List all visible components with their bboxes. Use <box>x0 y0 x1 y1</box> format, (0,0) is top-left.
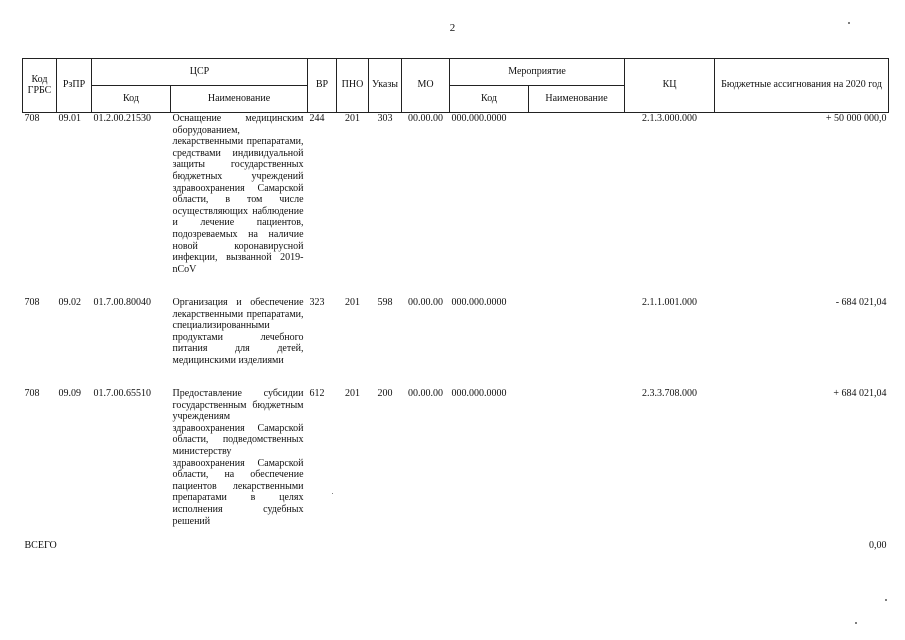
header-mo: МО <box>402 59 450 113</box>
cell-pno: 201 <box>345 388 361 399</box>
cell-ukazy: 200 <box>377 388 393 399</box>
cell-rzpr: 09.02 <box>58 297 81 308</box>
header-mer-name: Наименование <box>529 86 625 113</box>
cell-vr: 244 <box>309 113 325 124</box>
cell-mer-name <box>529 297 625 388</box>
total-spacer <box>308 540 715 552</box>
cell-pno: 201 <box>345 113 361 124</box>
budget-table <box>22 58 889 552</box>
total-amount: 0,00 <box>869 540 887 551</box>
header-rzpr: РзПР <box>57 59 92 113</box>
header-vr: ВР <box>308 59 337 113</box>
cell-grbs: 708 <box>24 113 40 124</box>
cell-mer-code: 000.000.0000 <box>451 297 507 308</box>
cell-amount: - 684 021,04 <box>835 297 887 308</box>
header-meropriyatie: Мероприятие <box>450 59 625 86</box>
cell-mer-name <box>529 113 625 298</box>
cell-csr-name: Предоставление субсидии государственным бюджетным учреждениям здравоохранения Самарской области, подведомственных министерству здравоохранения Самарской области, на обеспечение пациентов лекарственными препаратами в целях исполнения судебных решений <box>172 388 304 527</box>
scan-speck <box>332 493 333 494</box>
header-csr-name: Наименование <box>171 86 308 113</box>
cell-grbs: 708 <box>24 297 40 308</box>
cell-mo: 00.00.00 <box>408 113 444 124</box>
header-kod-grbs: Код ГРБС <box>23 59 57 113</box>
header-csr-kod: Код <box>92 86 171 113</box>
table-header <box>23 59 889 113</box>
cell-kc: 2.3.3.708.000 <box>642 388 698 399</box>
total-row <box>23 540 889 552</box>
header-mer-kod: Код <box>450 86 529 113</box>
cell-csr-code: 01.7.00.65510 <box>93 388 151 399</box>
cell-kc: 2.1.1.001.000 <box>642 297 698 308</box>
cell-rzpr: 09.01 <box>58 113 81 124</box>
header-csr: ЦСР <box>92 59 308 86</box>
cell-csr-code: 01.2.00.21530 <box>93 113 151 124</box>
cell-vr: 323 <box>309 297 325 308</box>
cell-vr: 612 <box>309 388 325 399</box>
cell-mer-code: 000.000.0000 <box>451 388 507 399</box>
cell-mer-name <box>529 388 625 540</box>
cell-amount: + 684 021,04 <box>833 388 887 399</box>
cell-grbs: 708 <box>24 388 40 399</box>
cell-mer-code: 000.000.0000 <box>451 113 507 124</box>
cell-csr-code: 01.7.00.80040 <box>93 297 151 308</box>
header-kc: КЦ <box>625 59 715 113</box>
cell-rzpr: 09.09 <box>58 388 81 399</box>
cell-mo: 00.00.00 <box>408 297 444 308</box>
cell-csr-name: Оснащение медицинским оборудованием, лекарственными препаратами, средствами индивидуальной защиты государственных бюджетных учреждений здравоохранения Самарской области, в том числе осуществляющих наблюдение и лечение пациентов, подозреваемых на наличие новой коронавирусной инфекции, вызванной 2019-nCoV <box>172 113 304 275</box>
scan-speck <box>855 622 857 624</box>
table-row <box>23 297 889 388</box>
cell-ukazy: 598 <box>377 297 393 308</box>
header-pno: ПНО <box>337 59 369 113</box>
table-row <box>23 113 889 298</box>
total-label: ВСЕГО <box>24 540 57 551</box>
header-ukazy: Указы <box>369 59 402 113</box>
scan-speck <box>885 599 887 601</box>
page-number: 2 <box>449 22 456 34</box>
scan-speck <box>848 22 850 24</box>
cell-ukazy: 303 <box>377 113 393 124</box>
cell-pno: 201 <box>345 297 361 308</box>
cell-mo: 00.00.00 <box>408 388 444 399</box>
cell-csr-name: Организация и обеспечение лекарственными препаратами, специализированными продуктами лечебного питания для детей, медицинскими изделиями <box>172 297 304 366</box>
cell-amount: + 50 000 000,0 <box>825 113 887 124</box>
cell-kc: 2.1.3.000.000 <box>642 113 698 124</box>
table-row <box>23 388 889 540</box>
header-assignments: Бюджетные ассигнования на 2020 год <box>715 59 889 113</box>
